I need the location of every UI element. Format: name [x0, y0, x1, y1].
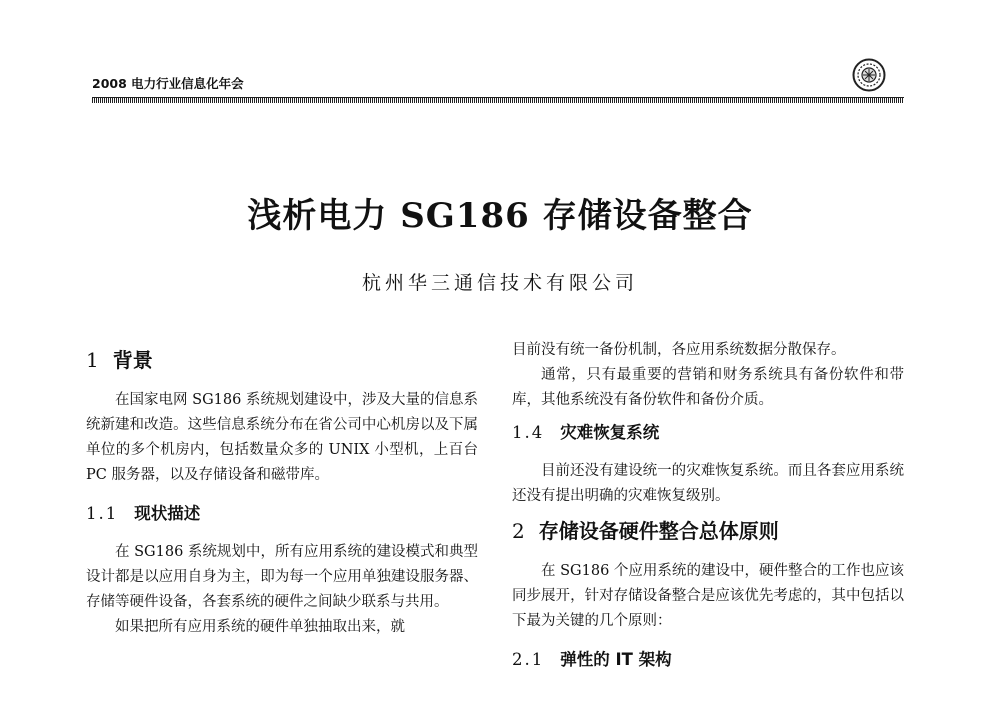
- paragraph: 如果把所有应用系统的硬件单独抽取出来，就: [115, 619, 405, 635]
- section-title: 弹性的 IT 架构: [560, 650, 672, 669]
- right-column: [512, 338, 904, 680]
- section-title: 灾难恢复系统: [560, 423, 660, 442]
- section-heading-1-1: [86, 494, 478, 534]
- section-number: 1: [86, 348, 99, 372]
- paragraph: 通常，只有最重要的营销和财务系统具有备份软件和带库，其他系统没有备份软件和备份介质。: [512, 367, 904, 408]
- paragraph: 目前还没有建设统一的灾难恢复系统。而且各套应用系统还没有提出明确的灾难恢复级别。: [512, 463, 904, 504]
- section-heading-2: [512, 509, 904, 553]
- paragraph: 目前没有统一备份机制，各应用系统数据分散保存。: [512, 342, 846, 358]
- paper-author: 杭州华三通信技术有限公司: [361, 272, 638, 294]
- left-column: [86, 338, 478, 640]
- section-heading-1: [86, 338, 478, 382]
- section-number: 1.4: [512, 423, 545, 442]
- paragraph: 在 SG186 个应用系统的建设中，硬件整合的工作也应该同步展开，针对存储设备整合是应该优先考虑的，其中包括以下最为关键的几个原则：: [512, 563, 904, 629]
- section-number: 2: [512, 519, 525, 543]
- header-rule: [92, 97, 904, 103]
- section-heading-1-4: [512, 413, 904, 453]
- section-title: 现状描述: [134, 504, 201, 523]
- paper-title: 浅析电力 SG186 存储设备整合: [247, 196, 753, 236]
- paragraph: 在国家电网 SG186 系统规划建设中，涉及大量的信息系统新建和改造。这些信息系统分布在省公司中心机房以及下属单位的多个机房内，包括数量众多的 UNIX 小型机，上百台 PC 服务器，以及存储设备和磁带库。: [86, 392, 478, 483]
- section-number: 2.1: [512, 650, 545, 669]
- conference-seal-icon: [852, 58, 886, 92]
- paragraph: 在 SG186 系统规划中，所有应用系统的建设模式和典型设计都是以应用自身为主，即为每一个应用单独建设服务器、存储等硬件设备，各套系统的硬件之间缺少联系与共用。: [86, 544, 478, 610]
- section-title: 背景: [112, 348, 153, 372]
- section-heading-2-1: [512, 640, 904, 680]
- conference-name: 2008 电力行业信息化年会: [92, 76, 244, 91]
- section-number: 1.1: [86, 504, 119, 523]
- section-title: 存储设备硬件整合总体原则: [538, 519, 779, 543]
- running-header: [92, 58, 904, 104]
